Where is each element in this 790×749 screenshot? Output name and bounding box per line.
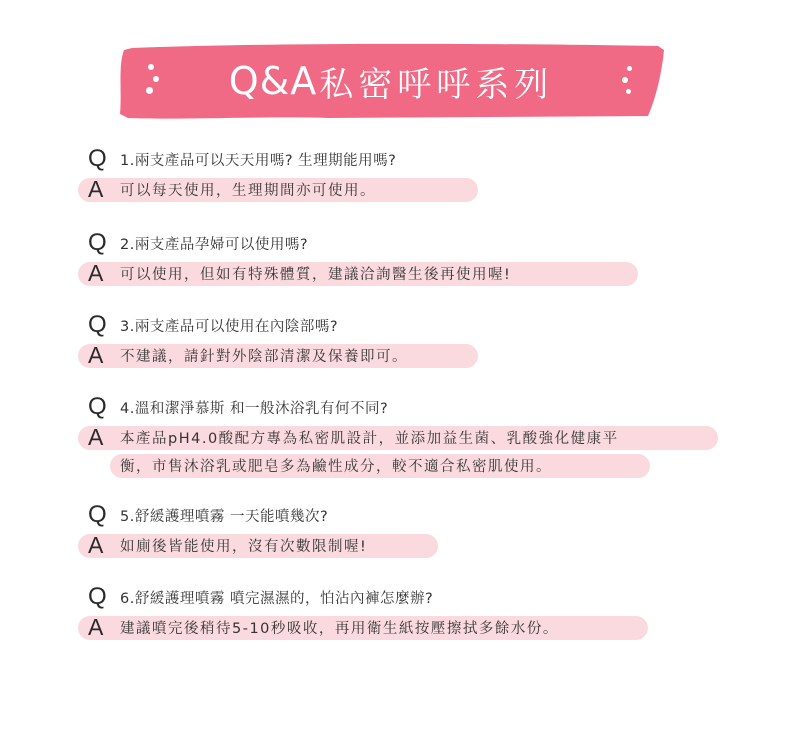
question-row [88, 582, 559, 612]
answer-row [88, 422, 619, 478]
question-row [88, 144, 396, 174]
a-marker: A [88, 176, 104, 202]
answer-row [88, 612, 559, 642]
question-text: 3.兩支產品可以使用在內陰部嗎? [120, 318, 339, 335]
q-marker: Q [88, 311, 107, 338]
qa-item-3 [88, 310, 408, 370]
q-marker: Q [88, 583, 107, 610]
answer-text: 如廁後皆能使用，沒有次數限制喔! [120, 538, 368, 555]
question-row [88, 500, 367, 530]
q-marker: Q [88, 145, 107, 172]
answer-text: 建議噴完後稍待5-10秒吸收，再用衛生紙按壓擦拭多餘水份。 [120, 620, 559, 637]
answer-text: 不建議，請針對外陰部清潔及保養即可。 [120, 348, 408, 365]
q-marker: Q [88, 229, 107, 256]
a-marker: A [88, 342, 104, 368]
question-text: 1.兩支產品可以天天用嗎? 生理期能用嗎? [120, 152, 397, 169]
q-marker: Q [88, 501, 107, 528]
qa-item-5 [88, 500, 367, 560]
answer-row [88, 340, 408, 370]
answer-text: 本產品pH4.0酸配方專為私密肌設計，並添加益生菌、乳酸強化健康平 [120, 430, 619, 447]
qa-item-6 [88, 582, 559, 642]
a-marker: A [88, 532, 104, 558]
qa-item-2 [88, 228, 511, 288]
answer-text-continued: 衡，市售沐浴乳或肥皂多為鹼性成分，較不適合私密肌使用。 [120, 458, 552, 475]
question-row [88, 310, 408, 340]
page-title [118, 42, 664, 120]
answer-row [88, 530, 367, 560]
title-banner [118, 42, 664, 120]
question-text: 5.舒緩護理噴霧 一天能噴幾次? [120, 508, 329, 525]
page-title-suffix: 私密呼呼系列 [319, 64, 554, 105]
answer-text: 可以每天使用，生理期間亦可使用。 [120, 182, 376, 199]
question-row [88, 392, 619, 422]
question-row [88, 228, 511, 258]
page-title-prefix: Q&A [228, 59, 318, 103]
qa-item-4 [88, 392, 619, 478]
answer-row [88, 258, 511, 288]
answer-row [88, 174, 396, 204]
qa-item-1 [88, 144, 396, 204]
a-marker: A [88, 260, 104, 286]
answer-text: 可以使用，但如有特殊體質，建議洽詢醫生後再使用喔! [120, 266, 512, 283]
question-text: 2.兩支產品孕婦可以使用嗎? [120, 236, 309, 253]
question-text: 6.舒緩護理噴霧 噴完濕濕的，怕沾內褲怎麼辦? [120, 590, 434, 607]
q-marker: Q [88, 393, 107, 420]
a-marker: A [88, 614, 104, 640]
question-text: 4.溫和潔淨慕斯 和一般沐浴乳有何不同? [120, 400, 389, 417]
a-marker: A [88, 424, 104, 450]
